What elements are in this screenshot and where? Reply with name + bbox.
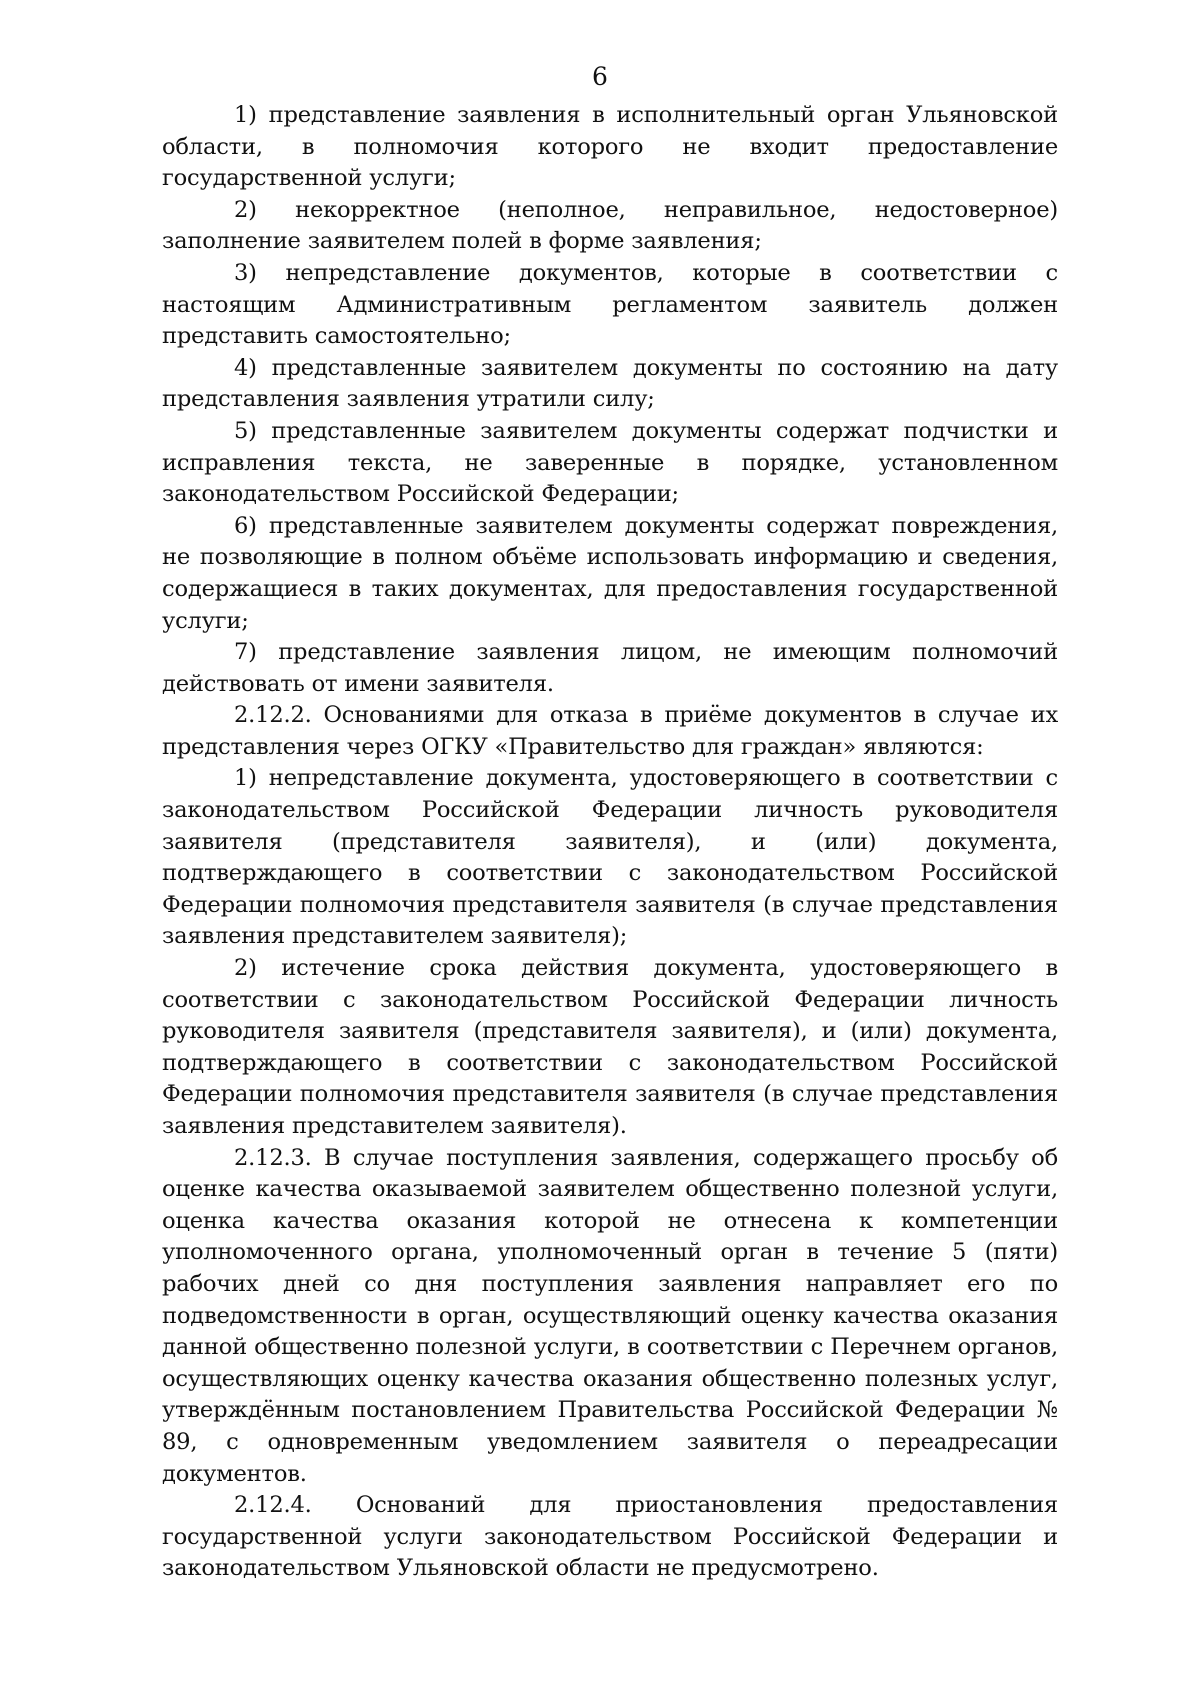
paragraph-item-7: 7) представление заявления лицом, не имеющим полномочий действовать от имени заявителя. [162, 639, 1058, 697]
page-number: 6 [592, 62, 608, 91]
section-2-12-2-item-2: 2) истечение срока действия документа, удостоверяющего в соответствии с законодательством Российской Федерации личность руководителя заявителя (представителя заявителя), и (или) документа, подтверждающего в соответствии с законодательством Российской Федерации полномочия представителя заявителя (в случае представления заявления представителем заявителя). [162, 955, 1058, 1139]
paragraph-item-3: 3) непредставление документов, которые в соответствии с настоящим Административным регламентом заявитель должен представить самостоятельно; [162, 259, 1058, 350]
paragraph-item-4: 4) представленные заявителем документы по состоянию на дату представления заявления утратили силу; [162, 354, 1058, 413]
paragraph-item-5: 5) представленные заявителем документы содержат подчистки и исправления текста, не заверенные в порядке, установленном законодательством Российской Федерации; [162, 417, 1058, 508]
paragraph-item-1: 1) представление заявления в исполнительный орган Ульяновской области, в полномочия которого не входит предоставление государственной услуги; [162, 102, 1058, 192]
section-2-12-2-item-1: 1) непредставление документа, удостоверяющего в соответствии с законодательством Российской Федерации личность руководителя заявителя (представителя заявителя), и (или) документа, подтверждающего в соответствии с законодательством Российской Федерации полномочия представителя заявителя (в случае представления заявления представителем заявителя); [162, 765, 1058, 950]
section-2-12-4: 2.12.4. Оснований для приостановления предоставления государственной услуги законодательством Российской Федерации и законодательством Ульяновской области не предусмотрено. [162, 1492, 1058, 1582]
section-2-12-2: 2.12.2. Основаниями для отказа в приёме документов в случае их представления через ОГКУ «Правительство для граждан» являются: [162, 702, 1058, 760]
paragraph-item-2: 2) некорректное (неполное, неправильное, недостоверное) заполнение заявителем полей в форме заявления; [162, 196, 1058, 255]
document-body [162, 100, 1058, 1585]
section-2-12-3: 2.12.3. В случае поступления заявления, содержащего просьбу об оценке качества оказываемой заявителем общественно полезной услуги, оценка качества оказания которой не отнесена к компетенции уполномоченного органа, уполномоченный орган в течение 5 (пяти) рабочих дней со дня поступления заявления направляет его по подведомственности в орган, осуществляющий оценку качества оказания данной общественно полезной услуги, в соответствии с Перечнем органов, осуществляющих оценку качества оказания общественно полезных услуг, утверждённым постановлением Правительства Российской Федерации № 89, с одновременным уведомлением заявителя о переадресации документов. [162, 1144, 1058, 1487]
paragraph-item-6: 6) представленные заявителем документы содержат повреждения, не позволяющие в полном объёме использовать информацию и сведения, содержащиеся в таких документах, для предоставления государственной услуги; [162, 512, 1058, 634]
